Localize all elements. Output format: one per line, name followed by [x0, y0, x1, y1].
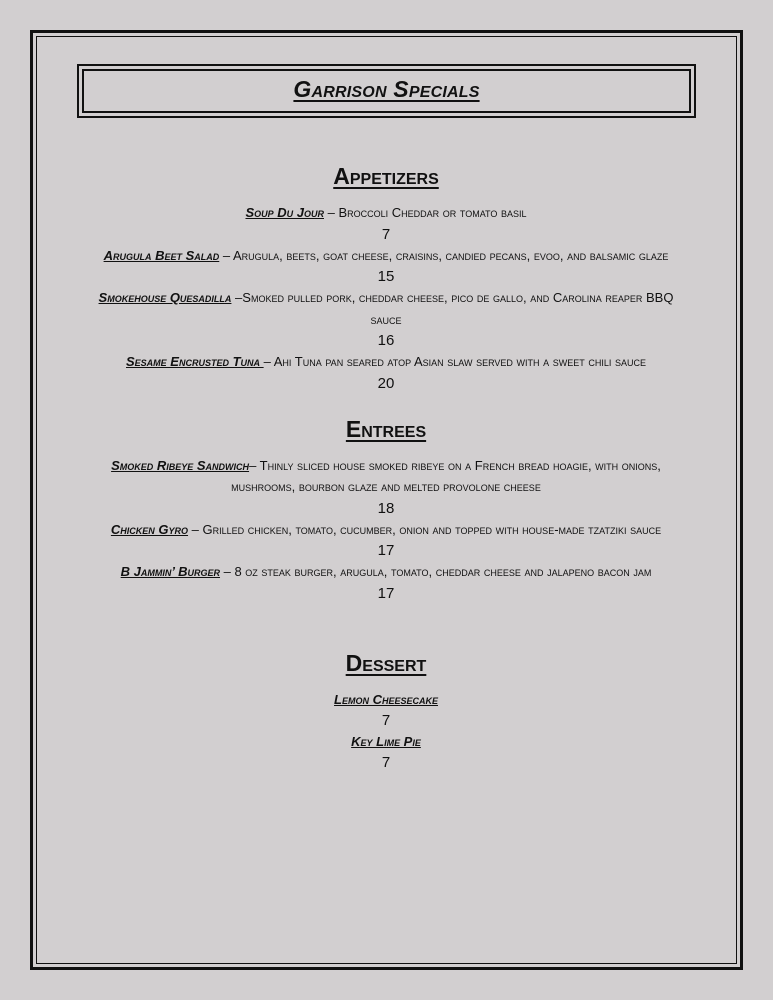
title-box — [77, 64, 696, 118]
item-price: 15 — [377, 268, 395, 285]
item-name: Smokehouse Quesadilla — [98, 290, 232, 305]
menu-item — [86, 731, 686, 752]
menu-item — [86, 455, 686, 498]
dessert-section — [86, 647, 686, 773]
section-heading-entrees: Entrees — [345, 415, 427, 442]
menu-item — [86, 245, 686, 267]
item-name: Sesame Encrusted Tuna — [126, 354, 264, 369]
menu-item — [86, 351, 686, 373]
menu-item — [86, 202, 686, 224]
item-description: – Thinly sliced house smoked ribeye on a French bread hoagie, with onions, mushrooms, bourbon glaze and melted provolone cheese — [231, 457, 661, 494]
item-description: – Broccoli Cheddar or tomato basil — [324, 205, 527, 220]
item-description: – Arugula, beets, goat cheese, craisins, candied pecans, evoo, and balsamic glaze — [219, 247, 669, 263]
item-name: Key Lime Pie — [351, 733, 421, 749]
menu-item — [86, 519, 686, 541]
menu-content — [86, 160, 686, 773]
item-name: Arugula Beet Salad — [103, 247, 220, 263]
item-name: Smoked Ribeye Sandwich — [111, 457, 250, 473]
entrees-section — [86, 413, 686, 604]
menu-title: Garrison Specials — [293, 76, 480, 102]
item-price: 17 — [377, 542, 395, 559]
menu-item — [86, 689, 686, 710]
item-description: –Smoked pulled pork, cheddar cheese, pico de gallo, and Carolina reaper BBQ sauce — [231, 290, 674, 327]
menu-item — [86, 561, 686, 583]
item-price: 17 — [377, 584, 395, 602]
item-description: – 8 oz steak burger, arugula, tomato, cheddar cheese and jalapeno bacon jam — [220, 564, 652, 579]
item-name: B Jammin’ Burger — [120, 564, 221, 579]
item-price: 7 — [381, 753, 391, 771]
section-heading-dessert: Dessert — [345, 649, 427, 676]
item-name: Lemon Cheesecake — [334, 691, 438, 707]
menu-item — [86, 287, 686, 330]
item-description: – Grilled chicken, tomato, cucumber, onion and topped with house-made tzatziki sauce — [188, 521, 662, 537]
item-name: Chicken Gyro — [110, 521, 189, 537]
item-price: 16 — [377, 332, 395, 349]
item-name: Soup Du Jour — [245, 205, 324, 220]
section-heading-appetizers: Appetizers — [333, 163, 439, 189]
item-price: 7 — [381, 225, 391, 243]
item-description: – Ahi Tuna pan seared atop Asian slaw served with a sweet chili sauce — [263, 354, 646, 369]
item-price: 7 — [381, 711, 391, 729]
appetizers-section — [86, 160, 686, 394]
item-price: 18 — [377, 499, 395, 517]
item-price: 20 — [377, 374, 395, 392]
